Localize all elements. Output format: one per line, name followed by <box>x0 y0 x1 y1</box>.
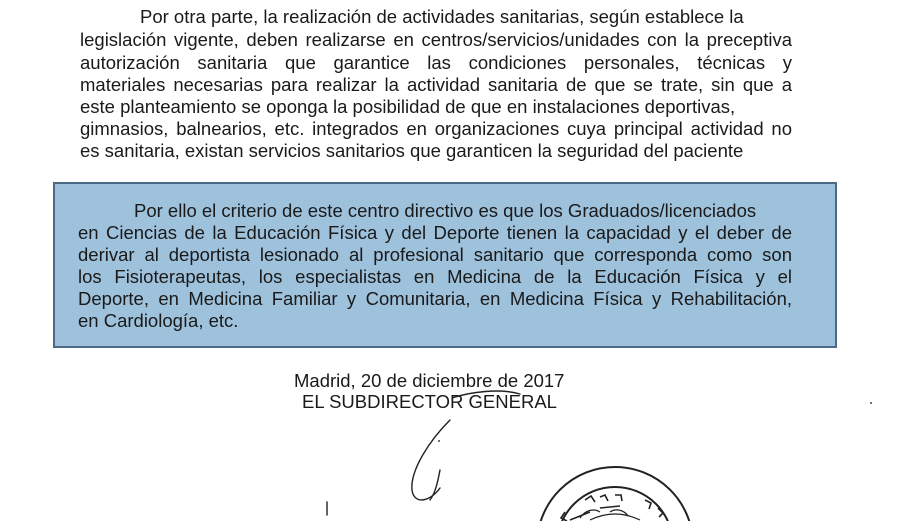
signatory-title: EL SUBDIRECTOR GENERAL <box>302 391 557 412</box>
paragraph-line: Por otra parte, la realización de actividades sanitarias, según establece la <box>140 6 744 27</box>
place-date: Madrid, 20 de diciembre de 2017 <box>294 370 565 391</box>
paragraph-line: en Ciencias de la Educación Física y del Deporte tienen la capacidad y el deber de <box>78 222 792 243</box>
scan-speck <box>438 440 440 442</box>
paragraph-line: legislación vigente, deben realizarse en centros/servicios/unidades con la preceptiva <box>80 29 792 50</box>
paragraph-line: en Cardiología, etc. <box>78 310 239 331</box>
paragraph-line: gimnasios, balnearios, etc. integrados en organizaciones cuya principal actividad no <box>80 118 792 139</box>
paragraph-line: materiales necesarias para realizar la actividad sanitaria de que se trate, sin que a <box>80 74 792 95</box>
paragraph-line: es sanitaria, existan servicios sanitarios que garanticen la seguridad del paciente <box>80 140 744 161</box>
paragraph-line: este planteamiento se oponga la posibilidad de que en instalaciones deportivas, <box>80 96 736 117</box>
paragraph-line: derivar al deportista lesionado al profesional sanitario que corresponda como son <box>78 244 792 265</box>
paragraph-line: autorización sanitaria que garantice las condiciones personales, técnicas y <box>80 52 792 73</box>
paragraph-line: Deporte, en Medicina Familiar y Comunitaria, en Medicina Física y Rehabilitación, <box>78 288 792 309</box>
scan-speck <box>870 402 872 404</box>
signature-block <box>294 370 594 412</box>
official-stamp <box>537 467 693 521</box>
paragraph-line: Por ello el criterio de este centro directivo es que los Graduados/licenciados <box>134 200 757 221</box>
paragraph-line: los Fisioterapeutas, los especialistas en Medicina de la Educación Física y el <box>78 266 792 287</box>
